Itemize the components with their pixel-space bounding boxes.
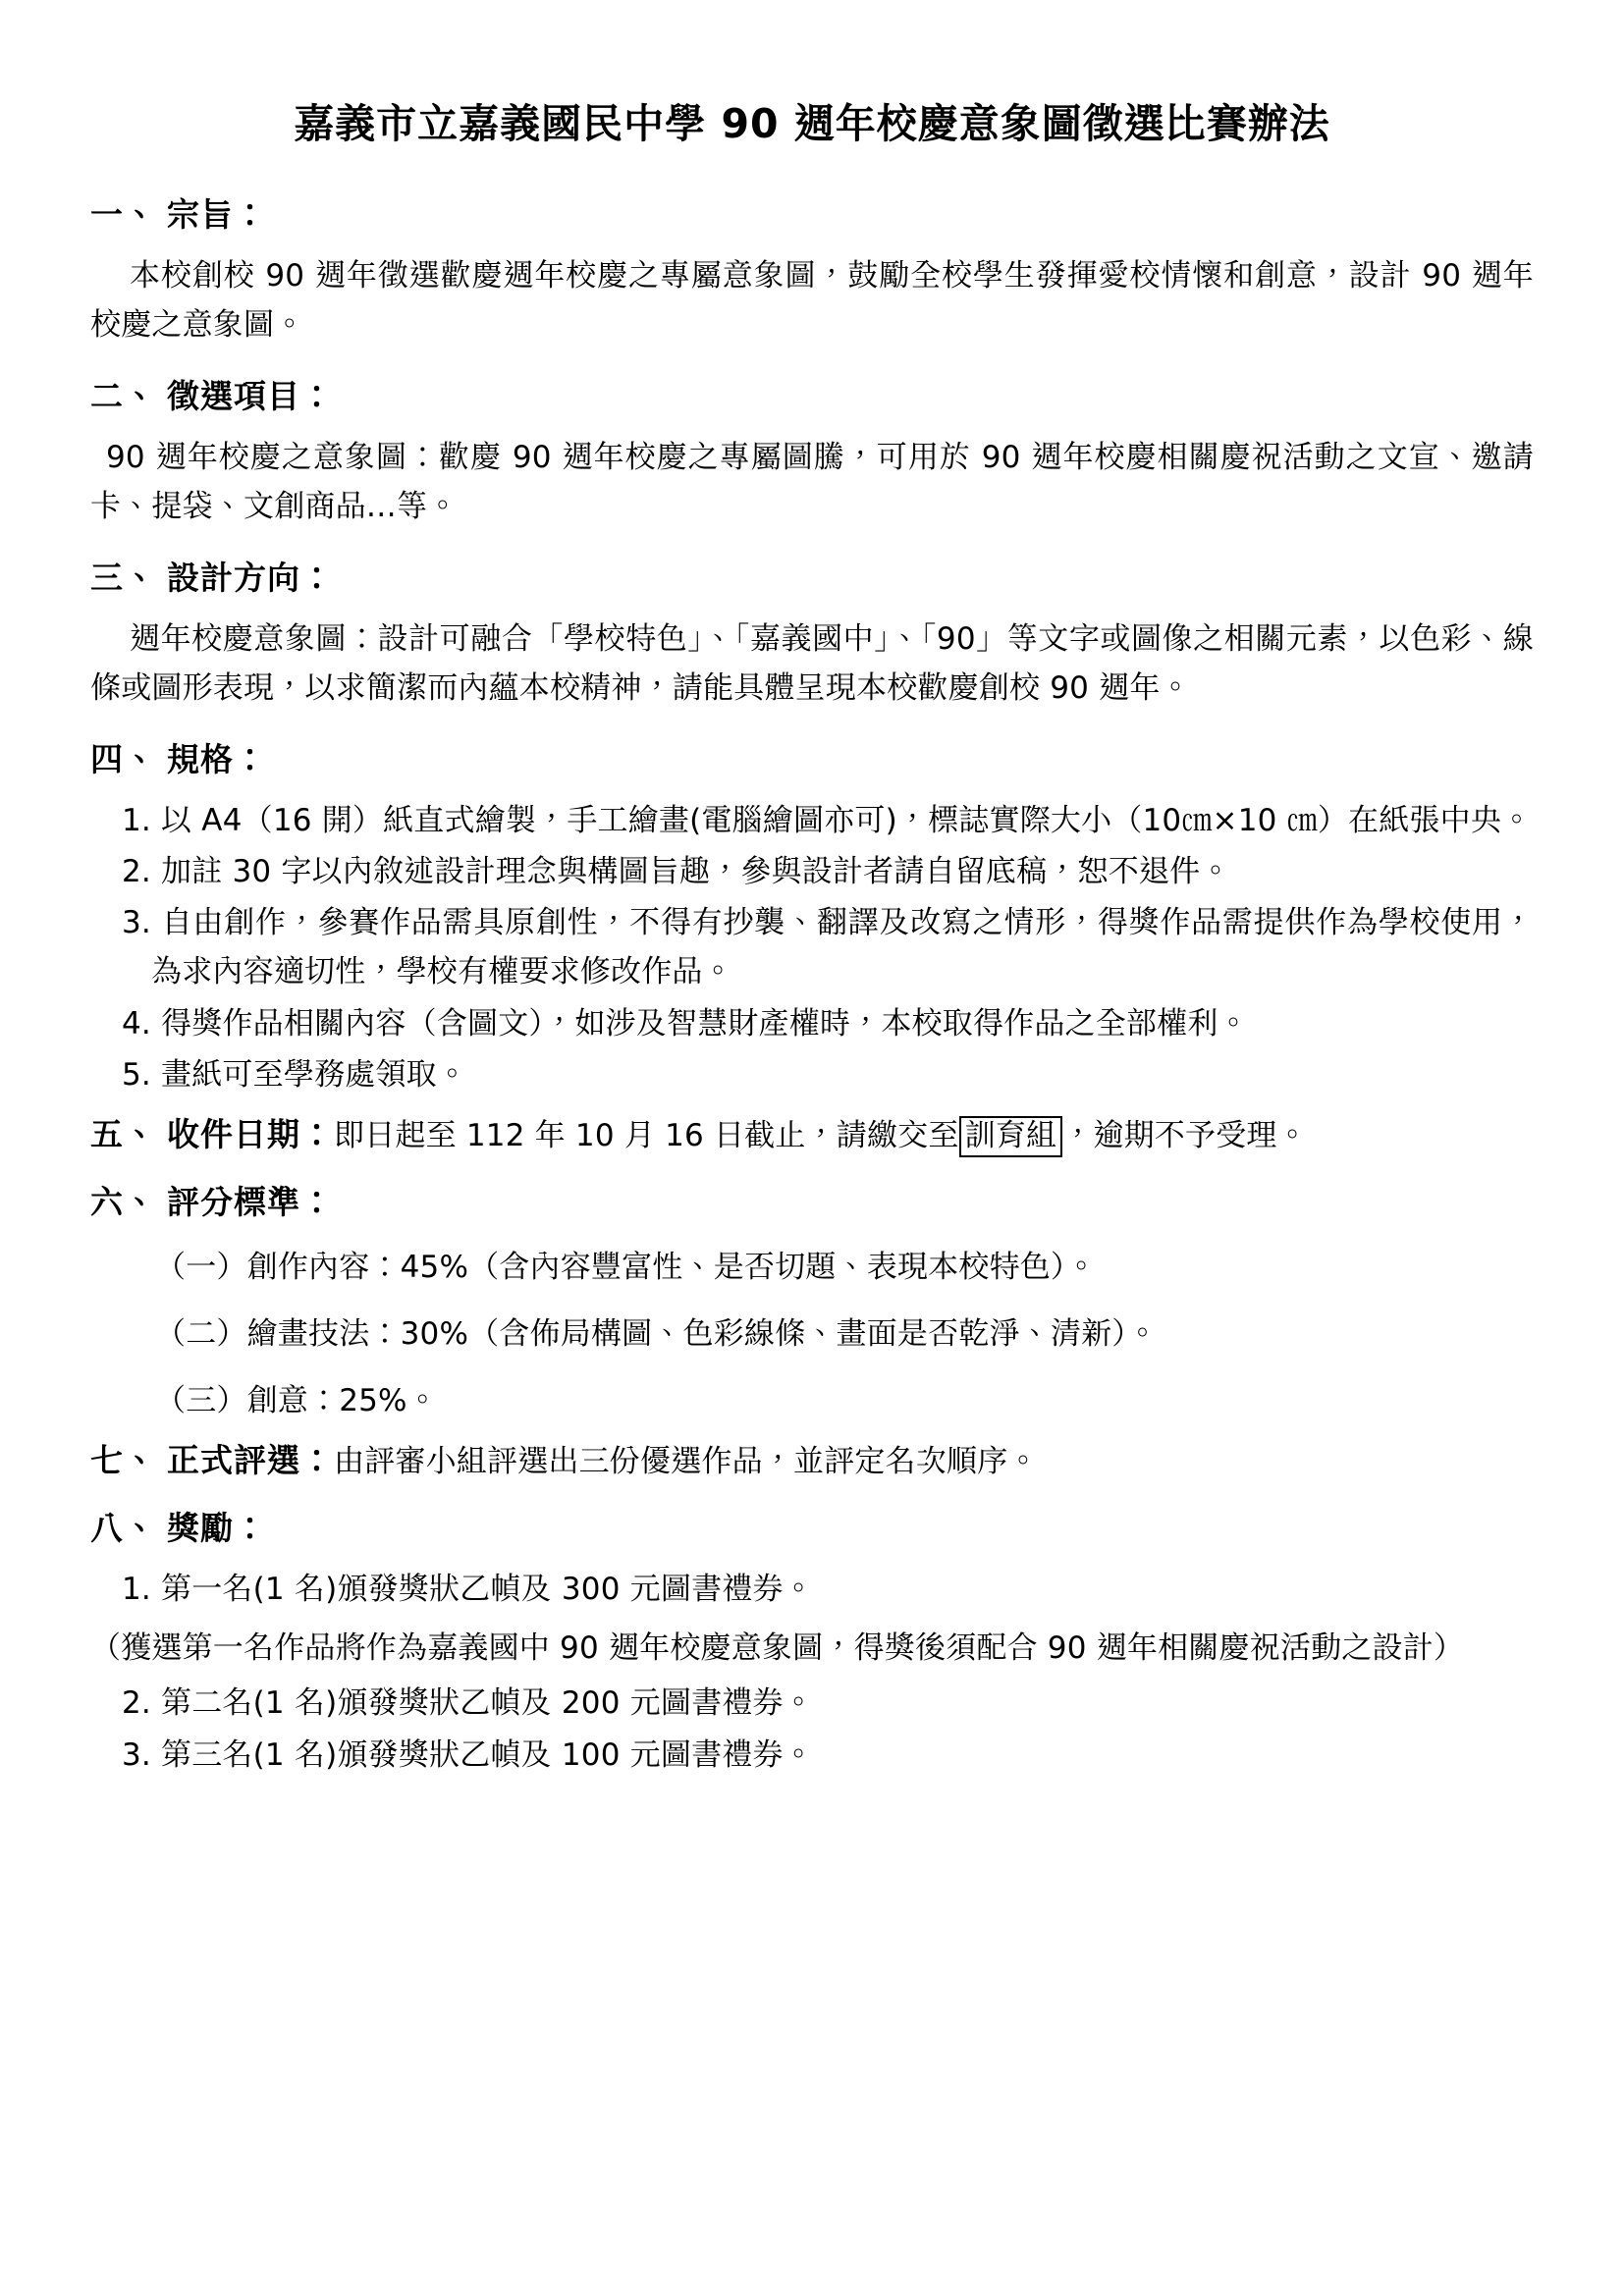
section-awards-heading [90, 1507, 1534, 1551]
section-deadline-title: 收件日期： [167, 1115, 334, 1154]
section-spec-title: 規格： [167, 740, 267, 779]
section-selection-heading [90, 1435, 1534, 1481]
section-direction-title: 設計方向： [167, 559, 334, 598]
section-purpose-heading [90, 193, 1534, 238]
section-deadline-number: 五、 [90, 1115, 157, 1154]
section-items-body: 90 週年校慶之意象圖：歡慶 90 週年校慶之專屬圖騰，可用於 90 週年校慶相關慶祝活動之文宣、邀請卡、提袋、文創商品…等。 [90, 439, 1534, 525]
section-awards-title: 獎勵： [167, 1509, 267, 1548]
page-title: 嘉義市立嘉義國民中學 90 週年校慶意象圖徵選比賽辦法 [294, 100, 1330, 147]
section-awards-list-first [90, 1565, 1534, 1614]
section-selection [90, 1435, 1534, 1481]
list-item: 4. 得獎作品相關內容（含圖文），如涉及智慧財產權時，本校取得作品之全部權利。 [122, 1005, 1249, 1041]
section-purpose-number: 一、 [90, 195, 157, 235]
list-item: 3. 自由創作，參賽作品需具原創性，不得有抄襲、翻譯及改寫之情形，得獎作品需提供作為學校使用，為求內容適切性，學校有權要求修改作品。 [122, 905, 1534, 990]
section-scoring-number: 六、 [90, 1183, 157, 1222]
section-selection-number: 七、 [90, 1441, 157, 1480]
section-deadline-heading [90, 1109, 1534, 1155]
awards-note: （獲選第一名作品將作為嘉義國中 90 週年校慶意象圖，得獎後須配合 90 週年相關慶祝活動之設計） [90, 1630, 1465, 1667]
section-selection-body: 由評審小組評選出三份優選作品，並評定名次順序。 [334, 1444, 1039, 1480]
section-spec-number: 四、 [90, 740, 157, 779]
section-direction-heading [90, 557, 1534, 601]
section-items-heading [90, 375, 1534, 419]
section-purpose-body: 本校創校 90 週年徵選歡慶週年校慶之專屬意象圖，鼓勵全校學生發揮愛校情懷和創意，設計 90 週年校慶之意象圖。 [90, 257, 1534, 344]
section-spec-list [90, 796, 1534, 1099]
section-purpose [90, 193, 1534, 349]
section-spec [90, 738, 1534, 1099]
section-scoring-heading [90, 1181, 1534, 1225]
list-item: 5. 畫紙可至學務處領取。 [122, 1056, 468, 1093]
section-spec-heading [90, 738, 1534, 782]
scoring-criterion: （一）創作內容：45%（含內容豐富性、是否切題、表現本校特色）。 [155, 1249, 1097, 1285]
section-deadline-boxed-value: 訓育組 [959, 1116, 1063, 1157]
section-scoring [90, 1181, 1534, 1425]
list-item: 3. 第三名(1 名)頒發獎狀乙幀及 100 元圖書禮券。 [122, 1736, 814, 1773]
section-awards-list-rest [90, 1679, 1534, 1779]
section-items-number: 二、 [90, 377, 157, 416]
section-purpose-title: 宗旨： [167, 195, 267, 235]
section-deadline [90, 1109, 1534, 1155]
section-deadline-body-after: ，逾期不予受理。 [1062, 1118, 1308, 1154]
section-direction-body: 週年校慶意象圖：設計可融合「學校特色」、「嘉義國中」、「90」等文字或圖像之相關元素，以色彩、線條或圖形表現，以求簡潔而內蘊本校精神，請能具體呈現本校歡慶創校 90 週年。 [90, 620, 1534, 707]
section-awards-number: 八、 [90, 1509, 157, 1548]
section-direction [90, 557, 1534, 713]
list-item: 1. 以 A4（16 開）紙直式繪製，手工繪畫(電腦繪圖亦可)，標誌實際大小（10㎝×10 ㎝）在紙張中央。 [122, 802, 1533, 838]
scoring-criterion: （二）繪畫技法：30%（含佈局構圖、色彩線條、畫面是否乾淨、清新）。 [155, 1315, 1159, 1352]
section-selection-title: 正式評選： [167, 1441, 334, 1480]
list-item: 1. 第一名(1 名)頒發獎狀乙幀及 300 元圖書禮券。 [122, 1571, 814, 1607]
section-awards [90, 1507, 1534, 1779]
scoring-criterion: （三）創意：25%。 [155, 1383, 438, 1419]
list-item: 2. 加註 30 字以內敘述設計理念與構圖旨趣，參與設計者請自留底稿，恕不退件。 [122, 854, 1231, 890]
section-items [90, 375, 1534, 531]
section-deadline-body-before: 即日起至 112 年 10 月 16 日截止，請繳交至 [334, 1118, 959, 1154]
list-item: 2. 第二名(1 名)頒發獎狀乙幀及 200 元圖書禮券。 [122, 1685, 814, 1722]
section-direction-number: 三、 [90, 559, 157, 598]
section-scoring-title: 評分標準： [167, 1183, 334, 1222]
section-items-title: 徵選項目： [167, 377, 334, 416]
